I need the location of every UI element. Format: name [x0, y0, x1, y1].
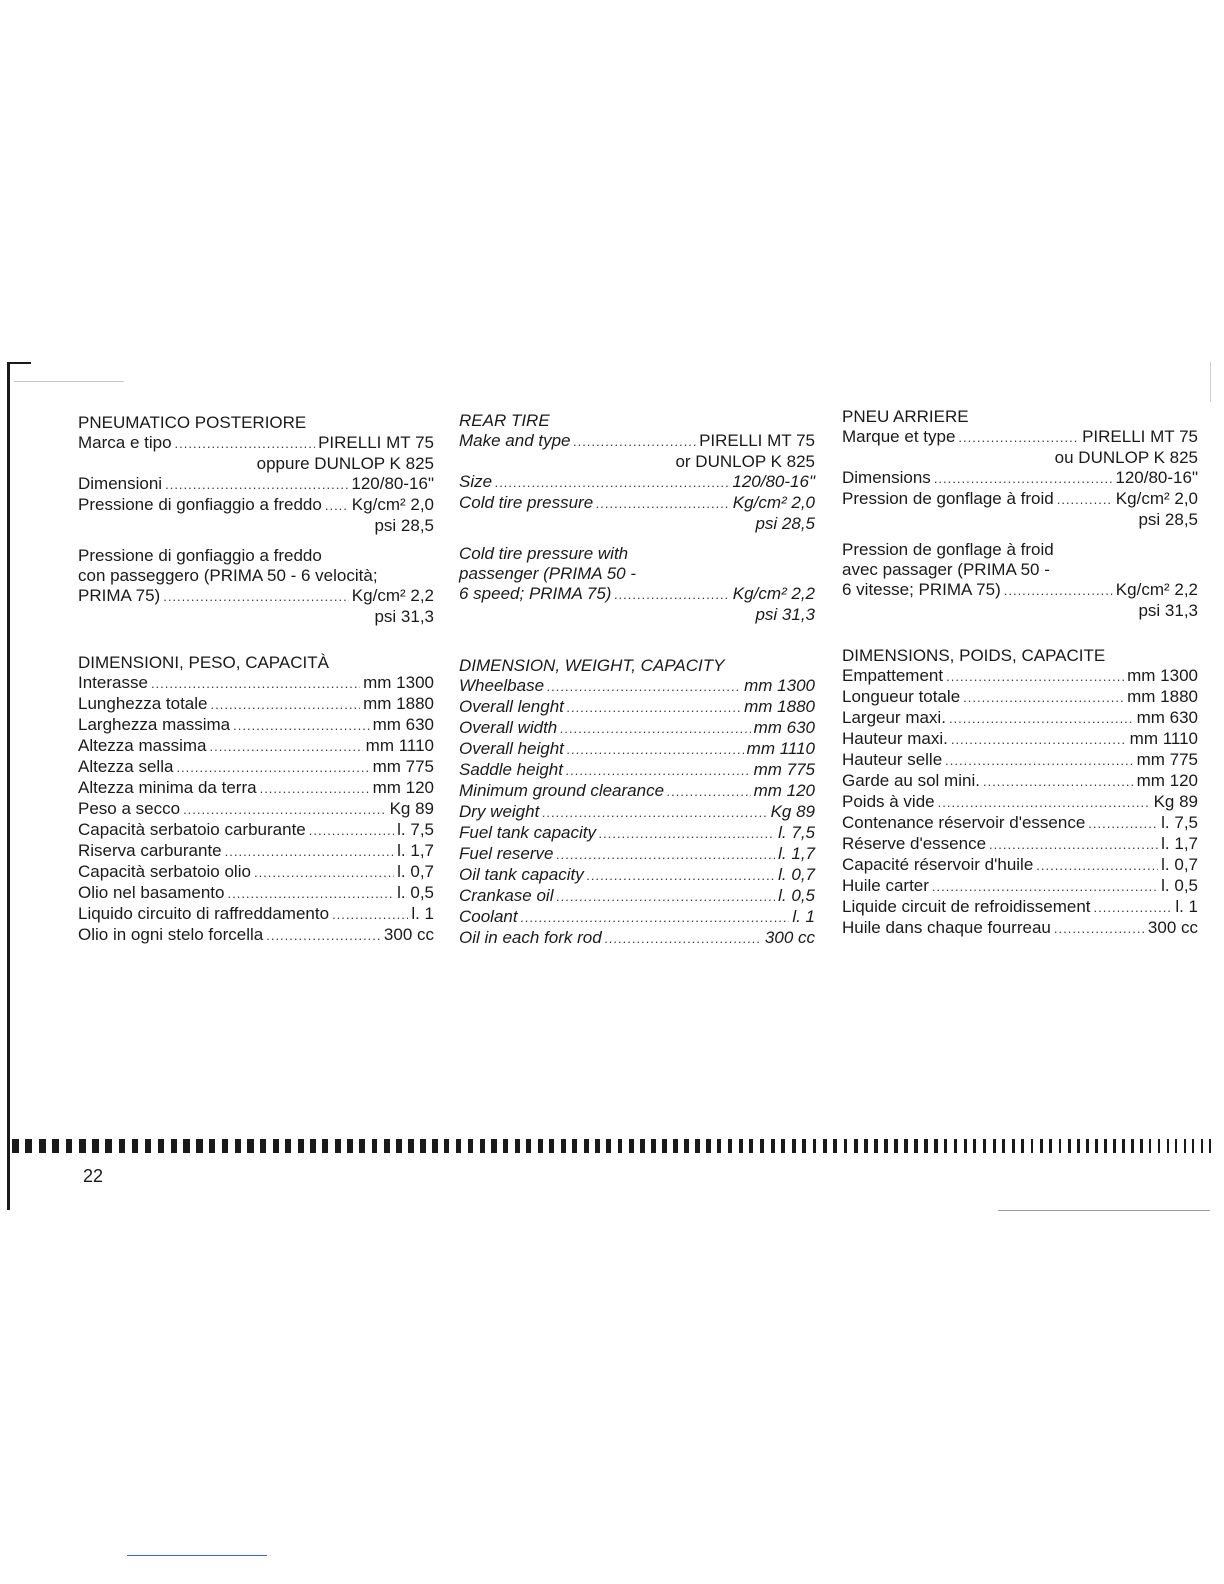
edge-bar — [372, 1139, 378, 1153]
spec-row: Largeur maxi. ..... mm 630 — [842, 708, 1198, 729]
spec-row-pressure: Pressione di gonfiaggio a freddo ..... Kg/cm² 2,0 — [78, 495, 434, 516]
section-title: PNEUMATICO POSTERIORE — [78, 413, 307, 432]
edge-bar — [954, 1139, 957, 1153]
edge-bar — [944, 1139, 947, 1153]
scan-rule-top-left — [14, 381, 124, 382]
edge-bar — [260, 1139, 266, 1153]
spec-row-pressure: Cold tire pressure ..... Kg/cm² 2,0 — [459, 493, 815, 514]
spec-row-make: Make and type ..... PIRELLI MT 75 — [459, 431, 815, 452]
edge-bar — [833, 1139, 837, 1153]
edge-bar — [52, 1139, 59, 1153]
spec-row: Oil tank capacity ..... l. 0,7 — [459, 865, 815, 886]
edge-bar — [235, 1139, 241, 1153]
edge-bar — [884, 1139, 888, 1153]
edge-bar — [844, 1139, 848, 1153]
spec-row: Lunghezza totale ..... mm 1880 — [78, 694, 434, 715]
spec-make-alt: or DUNLOP K 825 — [675, 452, 815, 471]
edge-bar — [695, 1139, 699, 1153]
edge-bar — [1012, 1139, 1015, 1153]
spec-row: Liquido circuito di raffreddamento ..... l. 1 — [78, 904, 434, 925]
edge-bar — [285, 1139, 291, 1153]
edge-bar — [1201, 1139, 1203, 1153]
edge-bar — [914, 1139, 918, 1153]
edge-bar — [384, 1139, 390, 1153]
spec-row: Fuel tank capacity ..... l. 7,5 — [459, 823, 815, 844]
col-fr-dimensions — [842, 646, 1198, 939]
spec-row: Réserve d'essence ..... l. 1,7 — [842, 834, 1198, 855]
spec-row: Olio nel basamento ..... l. 0,5 — [78, 883, 434, 904]
edge-bar — [480, 1139, 485, 1153]
edge-bar — [196, 1139, 202, 1153]
edge-bar — [310, 1139, 316, 1153]
edge-bar — [1095, 1139, 1098, 1153]
spec-row: Capacità serbatoio olio ..... l. 0,7 — [78, 862, 434, 883]
spec-row: Hauteur maxi. ..... mm 1110 — [842, 729, 1198, 750]
edge-bar — [1175, 1139, 1177, 1153]
edge-bar — [1021, 1139, 1024, 1153]
spec-row: Overall lenght ..... mm 1880 — [459, 697, 815, 718]
edge-bar — [983, 1139, 986, 1153]
edge-bar — [105, 1139, 112, 1153]
spec-row-size: Size ..... 120/80-16" — [459, 472, 815, 493]
spec-row: Saddle height ..... mm 775 — [459, 760, 815, 781]
edge-bar — [273, 1139, 279, 1153]
edge-bar — [92, 1139, 99, 1153]
spec-passenger-line: Pression de gonflage à froid — [842, 540, 1054, 559]
edge-bar — [934, 1139, 937, 1153]
spec-row: Longueur totale ..... mm 1880 — [842, 687, 1198, 708]
spec-row: Capacité réservoir d'huile ..... l. 0,7 — [842, 855, 1198, 876]
edge-bar — [1077, 1139, 1080, 1153]
edge-bar — [79, 1139, 86, 1153]
edge-bar — [854, 1139, 858, 1153]
edge-bar — [894, 1139, 898, 1153]
spec-pressure-psi: psi 28,5 — [1138, 510, 1198, 529]
edge-bar — [813, 1139, 817, 1153]
edge-bar — [1059, 1139, 1062, 1153]
spec-row-passenger-pressure: 6 vitesse; PRIMA 75) ..... Kg/cm² 2,2 — [842, 580, 1198, 601]
section-title: REAR TIRE — [459, 411, 550, 430]
edge-bar — [538, 1139, 543, 1153]
edge-bar — [760, 1139, 764, 1153]
edge-bar — [1158, 1139, 1160, 1153]
spec-row: Hauteur selle ..... mm 775 — [842, 750, 1198, 771]
spec-row: Interasse ..... mm 1300 — [78, 673, 434, 694]
footer-rule — [998, 1210, 1210, 1211]
page-number: 22 — [83, 1166, 104, 1186]
edge-bar — [781, 1139, 785, 1153]
edge-bar — [904, 1139, 908, 1153]
section-title: DIMENSION, WEIGHT, CAPACITY — [459, 656, 725, 675]
spec-make-alt: ou DUNLOP K 825 — [1054, 448, 1198, 467]
edge-bar — [1031, 1139, 1034, 1153]
spec-row: Overall width ..... mm 630 — [459, 718, 815, 739]
edge-bar — [247, 1139, 253, 1153]
edge-bar — [1192, 1139, 1194, 1153]
edge-bar — [171, 1139, 177, 1153]
spec-row: Altezza minima da terra ..... mm 120 — [78, 778, 434, 799]
edge-bar — [792, 1139, 796, 1153]
edge-bar — [132, 1139, 139, 1153]
edge-bar — [1040, 1139, 1043, 1153]
scan-link-rule — [127, 1555, 267, 1556]
edge-bar — [158, 1139, 165, 1153]
edge-bar — [1113, 1139, 1116, 1153]
spec-row: Empattement ..... mm 1300 — [842, 666, 1198, 687]
section-title: DIMENSIONS, POIDS, CAPACITE — [842, 646, 1106, 665]
edge-bar — [335, 1139, 341, 1153]
edge-bar — [629, 1139, 634, 1153]
edge-bar — [322, 1139, 328, 1153]
spec-row-passenger-pressure: 6 speed; PRIMA 75) ..... Kg/cm² 2,2 — [459, 584, 815, 605]
spec-row: Huile carter ..... l. 0,5 — [842, 876, 1198, 897]
edge-bar — [717, 1139, 721, 1153]
edge-bar — [491, 1139, 496, 1153]
edge-bar — [1086, 1139, 1089, 1153]
spec-pressure-psi: psi 28,5 — [755, 514, 815, 533]
edge-bar — [561, 1139, 566, 1153]
spec-row: Huile dans chaque fourreau ..... 300 cc — [842, 918, 1198, 939]
edge-bar — [1140, 1139, 1142, 1153]
edge-bar — [739, 1139, 743, 1153]
edge-bar — [25, 1139, 32, 1153]
edge-bar — [640, 1139, 645, 1153]
section-title: DIMENSIONI, PESO, CAPACITÀ — [78, 653, 329, 672]
page-edge-bar-strip — [12, 1139, 1212, 1153]
edge-bar — [503, 1139, 508, 1153]
edge-bar — [584, 1139, 589, 1153]
spec-passenger-line: passenger (PRIMA 50 - — [459, 564, 636, 583]
edge-bar — [420, 1139, 426, 1153]
crop-mark-top-right — [1210, 362, 1211, 402]
spec-passenger-psi: psi 31,3 — [755, 605, 815, 624]
edge-bar — [823, 1139, 827, 1153]
edge-bar — [549, 1139, 554, 1153]
edge-bar — [1122, 1139, 1125, 1153]
edge-bar — [1149, 1139, 1151, 1153]
spec-row: Garde au sol mini. ..... mm 120 — [842, 771, 1198, 792]
edge-bar — [12, 1139, 19, 1153]
edge-bar — [66, 1139, 73, 1153]
edge-bar — [802, 1139, 806, 1153]
spec-row: Liquide circuit de refroidissement ..... l. 1 — [842, 897, 1198, 918]
edge-bar — [1068, 1139, 1071, 1153]
spec-passenger-psi: psi 31,3 — [374, 607, 434, 626]
spec-passenger-line: avec passager (PRIMA 50 - — [842, 560, 1050, 579]
spec-row-size: Dimensions ..... 120/80-16" — [842, 468, 1198, 489]
edge-bar — [408, 1139, 414, 1153]
edge-bar — [526, 1139, 531, 1153]
spec-passenger-line: con passeggero (PRIMA 50 - 6 velocità; — [78, 566, 378, 585]
spec-passenger-line: Cold tire pressure with — [459, 544, 629, 563]
col-it-dimensions — [78, 653, 434, 946]
edge-bar — [864, 1139, 868, 1153]
spec-row: Fuel reserve ..... l. 1,7 — [459, 844, 815, 865]
edge-bar — [1184, 1139, 1186, 1153]
spec-row: Crankase oil ..... l. 0,5 — [459, 886, 815, 907]
edge-bar — [684, 1139, 689, 1153]
edge-bar — [606, 1139, 611, 1153]
spec-row: Riserva carburante ..... l. 1,7 — [78, 841, 434, 862]
spec-row: Altezza sella ..... mm 775 — [78, 757, 434, 778]
spec-row: Contenance réservoir d'essence ..... l. 7,5 — [842, 813, 1198, 834]
edge-bar — [706, 1139, 710, 1153]
spec-row: Poids à vide ..... Kg 89 — [842, 792, 1198, 813]
edge-bar — [432, 1139, 438, 1153]
spec-row: Oil in each fork rod ..... 300 cc — [459, 928, 815, 949]
edge-bar — [515, 1139, 520, 1153]
edge-bar — [119, 1139, 126, 1153]
edge-bar — [1131, 1139, 1133, 1153]
spec-pressure-psi: psi 28,5 — [374, 516, 434, 535]
edge-bar — [347, 1139, 353, 1153]
edge-bar — [749, 1139, 753, 1153]
edge-bar — [771, 1139, 775, 1153]
spec-row: Overall height ..... mm 1110 — [459, 739, 815, 760]
edge-bar — [874, 1139, 878, 1153]
edge-bar — [964, 1139, 967, 1153]
spec-row: Capacità serbatoio carburante ..... l. 7,5 — [78, 820, 434, 841]
spec-row: Minimum ground clearance ..... mm 120 — [459, 781, 815, 802]
col-en-dimensions — [459, 656, 815, 949]
edge-bar — [618, 1139, 623, 1153]
edge-bar — [468, 1139, 473, 1153]
col-en-rear-tire — [459, 411, 815, 625]
col-fr-rear-tire — [842, 407, 1198, 621]
edge-bar — [1209, 1139, 1211, 1153]
spec-passenger-psi: psi 31,3 — [1138, 601, 1198, 620]
edge-bar — [662, 1139, 667, 1153]
edge-bar — [572, 1139, 577, 1153]
spec-row-pressure: Pression de gonflage à froid ..... Kg/cm² 2,0 — [842, 489, 1198, 510]
spec-row-make: Marque et type ..... PIRELLI MT 75 — [842, 427, 1198, 448]
edge-bar — [145, 1139, 152, 1153]
section-title: PNEU ARRIERE — [842, 407, 969, 426]
edge-bar — [183, 1139, 189, 1153]
spec-row-passenger-pressure: PRIMA 75) ..... Kg/cm² 2,2 — [78, 586, 434, 607]
crop-mark-top-left — [7, 362, 31, 364]
edge-bar — [728, 1139, 732, 1153]
edge-bar — [673, 1139, 678, 1153]
spec-row: Olio in ogni stelo forcella ..... 300 cc — [78, 925, 434, 946]
edge-bar — [39, 1139, 46, 1153]
edge-bar — [595, 1139, 600, 1153]
edge-bar — [298, 1139, 304, 1153]
edge-bar — [973, 1139, 976, 1153]
edge-bar — [222, 1139, 228, 1153]
edge-bar — [924, 1139, 927, 1153]
spec-row: Peso a secco ..... Kg 89 — [78, 799, 434, 820]
spec-row: Altezza massima ..... mm 1110 — [78, 736, 434, 757]
spec-row-size: Dimensioni ..... 120/80-16" — [78, 474, 434, 495]
spec-row: Coolant ..... l. 1 — [459, 907, 815, 928]
left-margin-bar — [7, 362, 10, 1210]
spec-make-alt: oppure DUNLOP K 825 — [256, 454, 434, 473]
spec-row: Larghezza massima ..... mm 630 — [78, 715, 434, 736]
col-it-rear-tire — [78, 413, 434, 627]
edge-bar — [1049, 1139, 1052, 1153]
spec-row-make: Marca e tipo ..... PIRELLI MT 75 — [78, 433, 434, 454]
edge-bar — [651, 1139, 656, 1153]
edge-bar — [209, 1139, 215, 1153]
spec-row: Wheelbase ..... mm 1300 — [459, 676, 815, 697]
spec-passenger-line: Pressione di gonfiaggio a freddo — [78, 546, 322, 565]
edge-bar — [444, 1139, 449, 1153]
edge-bar — [1104, 1139, 1107, 1153]
edge-bar — [1167, 1139, 1169, 1153]
edge-bar — [993, 1139, 996, 1153]
spec-row: Dry weight ..... Kg 89 — [459, 802, 815, 823]
edge-bar — [1002, 1139, 1005, 1153]
edge-bar — [359, 1139, 365, 1153]
edge-bar — [456, 1139, 461, 1153]
edge-bar — [396, 1139, 402, 1153]
